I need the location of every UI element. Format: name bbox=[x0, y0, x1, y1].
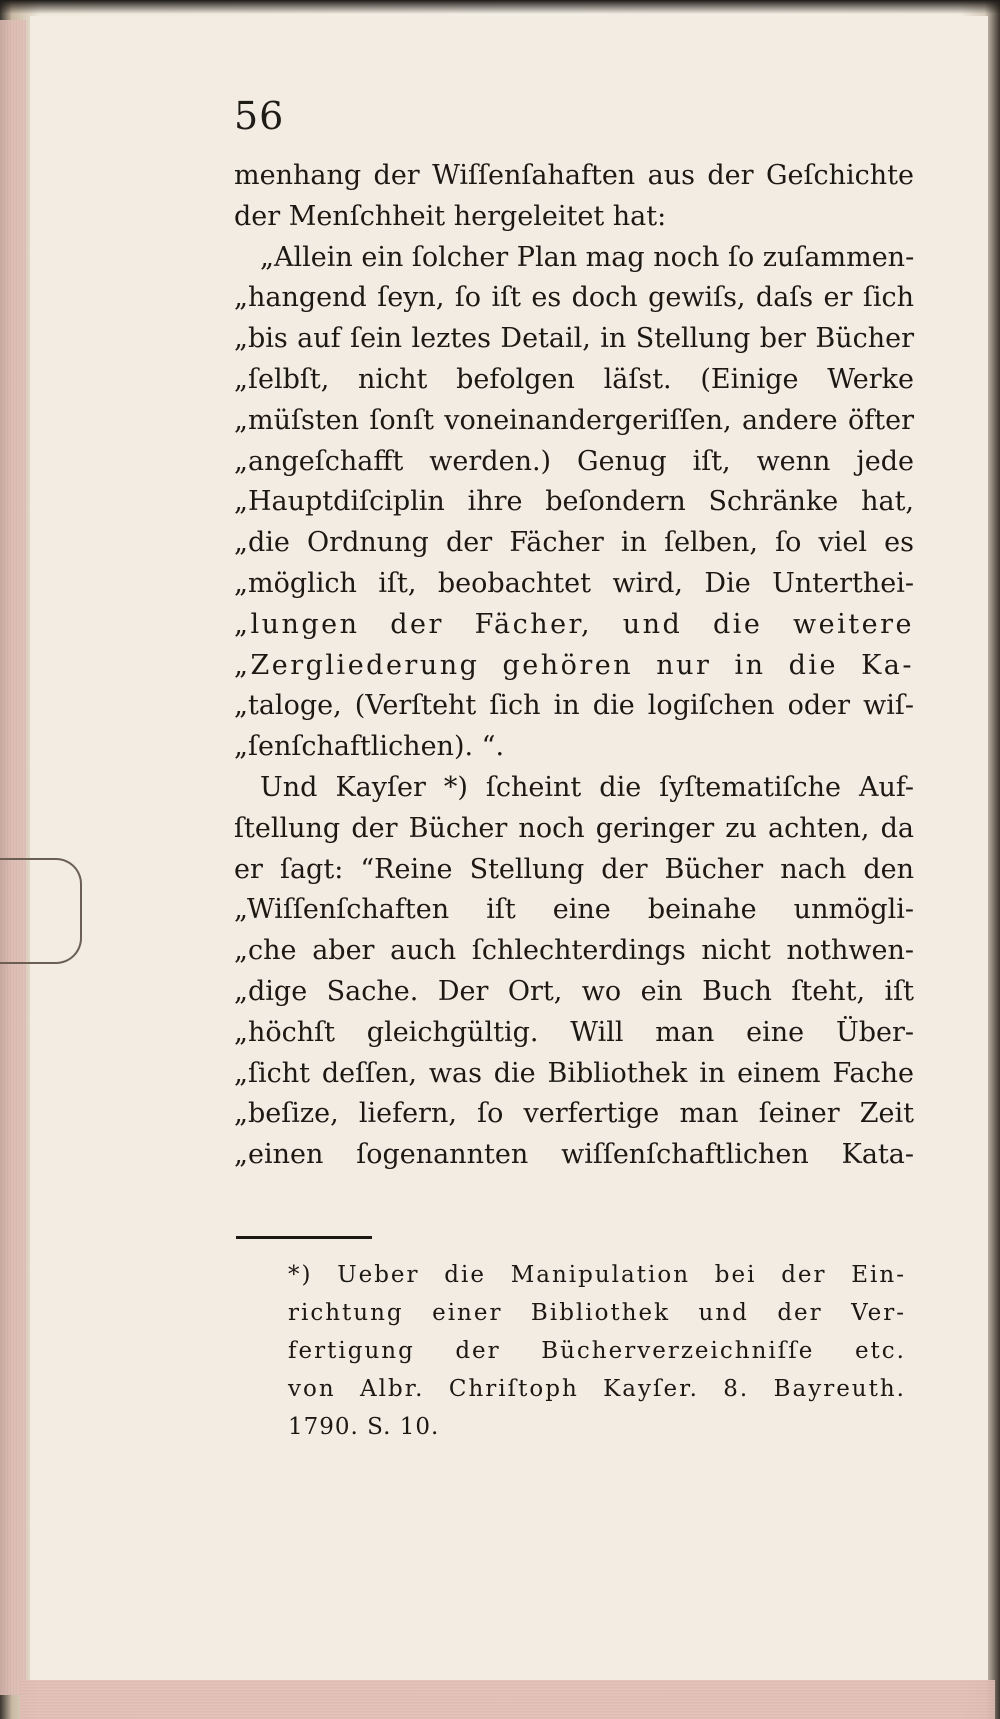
page bbox=[30, 16, 988, 1680]
text-line: „Hauptdiſciplin ihre beſondern Schränke hat, bbox=[234, 486, 914, 518]
text-line: „möglich iſt, beobachtet wird, Die Unterthei- bbox=[234, 567, 914, 599]
text-line: „ſicht deſſen, was die Bibliothek in einem Fache bbox=[234, 1057, 914, 1089]
text-line: er ſagt: “Reine Stellung der Bücher nach den bbox=[234, 853, 914, 885]
text-line: „die Ordnung der Fächer in ſelben, ſo viel es bbox=[234, 527, 914, 559]
footnote-line: fertigung der Bücherverzeichniſſe etc. bbox=[288, 1338, 906, 1364]
footnote-line: richtung einer Bibliothek und der Ver- bbox=[288, 1300, 906, 1326]
top-edge-shadow bbox=[0, 0, 1000, 14]
text-line: „ſelbſt, nicht befolgen läſst. (Einige Werke bbox=[234, 363, 914, 395]
footnote-line: 1790. S. 10. bbox=[288, 1414, 440, 1440]
bookmark-tab bbox=[0, 858, 82, 964]
text-line: Und Kayſer *) ſcheint die ſyſtematiſche Auf- bbox=[260, 771, 914, 803]
text-line: „Wiſſenſchaften iſt eine beinahe unmögli- bbox=[234, 894, 914, 926]
text-line: „beſize, liefern, ſo verfertige man ſeiner Zeit bbox=[234, 1098, 914, 1130]
text-line: „taloge, (Verſteht ſich in die logiſchen oder wiſ- bbox=[234, 690, 914, 722]
text-line: „höchſt gleichgültig. Will man eine Über- bbox=[234, 1016, 914, 1048]
text-line: „bis auf ſein leztes Detail, in Stellung ber Bücher bbox=[234, 323, 914, 355]
footnote bbox=[288, 1256, 906, 1446]
page-number: 56 bbox=[234, 94, 285, 138]
page-edges-bottom bbox=[20, 1680, 995, 1719]
text-line: „Zergliederung gehören nur in die Ka- bbox=[234, 649, 914, 681]
text-line: „lungen der Fächer, und die weitere bbox=[234, 608, 914, 640]
text-line: der Menſchheit hergeleitet hat: bbox=[234, 200, 667, 232]
body-text bbox=[234, 156, 914, 1176]
text-line: „che aber auch ſchlechterdings nicht nothwen- bbox=[234, 935, 914, 967]
text-line: „Allein ein ſolcher Plan mag noch ſo zuſammen- bbox=[260, 241, 915, 273]
text-line: „einen ſogenannten wiſſenſchaftlichen Kata- bbox=[234, 1139, 914, 1171]
text-line: „müſsten ſonſt voneinandergeriſſen, andere öfter bbox=[234, 404, 914, 436]
text-line: „hangend ſeyn, ſo iſt es doch gewiſs, daſs er ſich bbox=[234, 282, 914, 314]
text-line: „dige Sache. Der Ort, wo ein Buch ſteht, iſt bbox=[234, 975, 914, 1007]
text-line: menhang der Wiſſenſahaften aus der Geſchichte bbox=[234, 160, 914, 191]
footnote-line: von Albr. Chriſtoph Kayſer. 8. Bayreuth. bbox=[288, 1376, 906, 1402]
footnote-rule bbox=[236, 1236, 372, 1239]
text-line: „ſenſchaftlichen). “. bbox=[234, 731, 505, 763]
text-line: „angeſchafft werden.) Genug iſt, wenn jede bbox=[234, 445, 914, 477]
footnote-line: *) Ueber die Manipulation bei der Ein- bbox=[288, 1262, 906, 1288]
text-line: ſtellung der Bücher noch geringer zu achten, da bbox=[234, 812, 914, 844]
